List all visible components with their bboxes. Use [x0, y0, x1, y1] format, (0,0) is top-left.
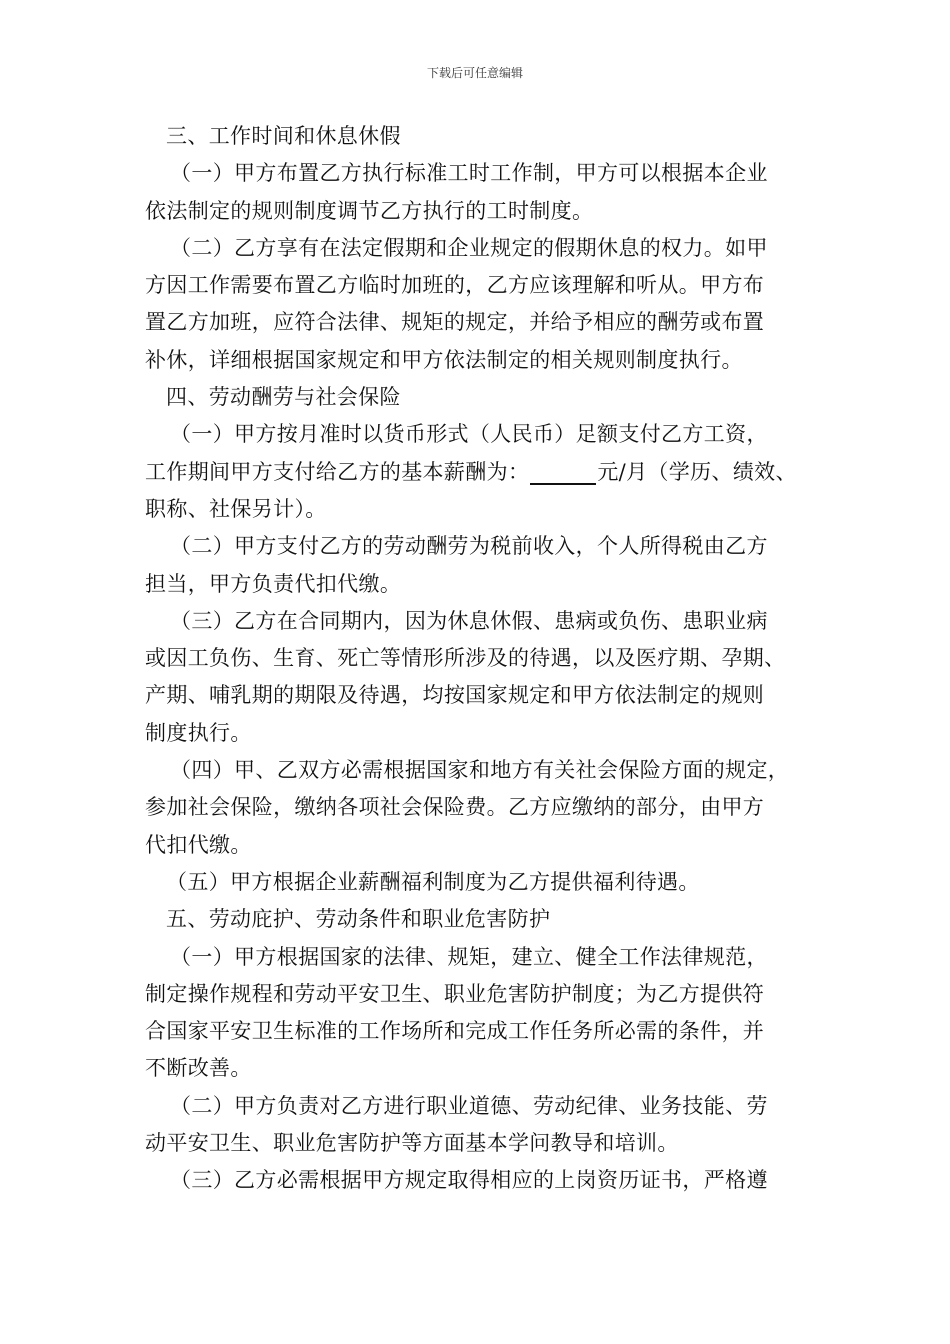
- paragraph-line: 方因工作需要布置乙方临时加班的，乙方应该理解和听从。甲方布: [145, 273, 765, 298]
- paragraph-line: （一）甲方根据国家的法律、规矩，建立、健全工作法律规范，: [170, 944, 768, 969]
- paragraph-line: （二）甲方支付乙方的劳动酬劳为税前收入，个人所得税由乙方: [170, 534, 768, 559]
- paragraph-line: （一）甲方布置乙方执行标准工时工作制，甲方可以根据本企业: [170, 161, 768, 186]
- paragraph-line: 参加社会保险，缴纳各项社会保险费。乙方应缴纳的部分，由甲方: [145, 795, 765, 820]
- section-heading-5: 五、劳动庇护、劳动条件和职业危害防护: [166, 907, 551, 932]
- section-heading-3: 三、工作时间和休息休假: [166, 124, 401, 148]
- paragraph-line: （一）甲方按月准时以货币形式（人民币）足额支付乙方工资，: [170, 422, 768, 447]
- paragraph-line: 产期、哺乳期的期限及待遇，均按国家规定和甲方依法制定的规则: [145, 683, 765, 708]
- paragraph-line: 制定操作规程和劳动平安卫生、职业危害防护制度；为乙方提供符: [145, 981, 765, 1006]
- salary-unit: 元/月（学历、绩效、: [597, 459, 797, 484]
- paragraph-line: （二）甲方负责对乙方进行职业道德、劳动纪律、业务技能、劳: [170, 1093, 768, 1118]
- paragraph-line: 制度执行。: [145, 720, 252, 745]
- paragraph-line: （二）乙方享有在法定假期和企业规定的假期休息的权力。如甲: [170, 235, 768, 260]
- paragraph-line: 不断改善。: [145, 1056, 252, 1081]
- paragraph-line: 补休，详细根据国家规定和甲方依法制定的相关规则制度执行。: [145, 347, 743, 372]
- paragraph-line: （五）甲方根据企业薪酬福利制度为乙方提供福利待遇。: [166, 869, 700, 894]
- section-heading-4: 四、劳动酬劳与社会保险: [166, 385, 401, 410]
- paragraph-line: 担当，甲方负责代扣代缴。: [145, 571, 402, 596]
- paragraph-line: 代扣代缴。: [145, 832, 252, 857]
- paragraph-line: 动平安卫生、职业危害防护等方面基本学问教导和培训。: [145, 1131, 679, 1156]
- document-body: [145, 118, 825, 1200]
- paragraph-line: （四）甲、乙双方必需根据国家和地方有关社会保险方面的规定，: [170, 758, 790, 783]
- paragraph-line: 或因工负伤、生育、死亡等情形所涉及的待遇，以及医疗期、孕期、: [145, 646, 786, 671]
- paragraph-line: 依法制定的规则制度调节乙方执行的工时制度。: [145, 198, 594, 223]
- salary-blank-field: [530, 460, 596, 485]
- paragraph-line: 置乙方加班，应符合法律、规矩的规定，并给予相应的酬劳或布置: [145, 310, 765, 335]
- page-header: 下载后可任意编辑: [426, 66, 523, 80]
- salary-label: 工作期间甲方支付给乙方的基本薪酬为：: [145, 459, 530, 484]
- salary-line: [145, 454, 825, 491]
- paragraph-line: 合国家平安卫生标准的工作场所和完成工作任务所必需的条件，并: [145, 1019, 765, 1044]
- paragraph-line: （三）乙方必需根据甲方规定取得相应的上岗资历证书，严格遵: [170, 1168, 768, 1193]
- paragraph-line: （三）乙方在合同期内，因为休息休假、患病或负伤、患职业病: [170, 608, 768, 633]
- paragraph-line: 职称、社保另计）。: [145, 496, 327, 521]
